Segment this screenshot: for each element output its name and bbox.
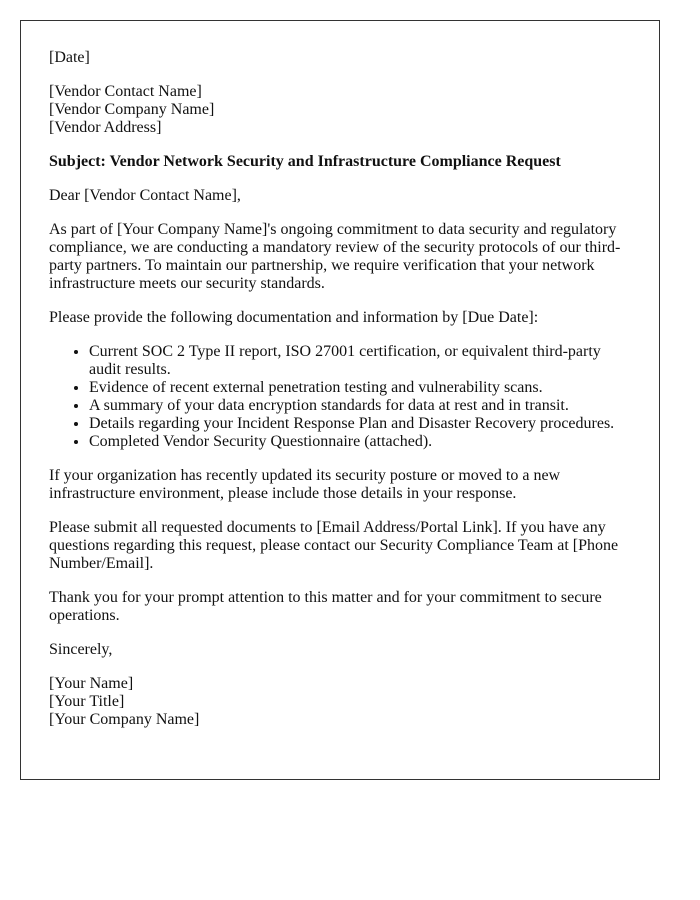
requirement-item: • A summary of your data encryption standards for data at rest and in transit. (89, 397, 631, 415)
requirement-item: • Details regarding your Incident Response Plan and Disaster Recovery procedures. (89, 415, 631, 433)
submission-paragraph: Please submit all requested documents to [Email Address/Portal Link]. If you have any questions regarding this request, please contact our Security Compliance Team at [Phone Number/Email]. (49, 519, 619, 572)
letter-document (20, 20, 660, 780)
intro-paragraph: As part of [Your Company Name]'s ongoing commitment to data security and regulatory compliance, we are conducting a mandatory review of the security protocols of our third-party partners. To maintain our partnership, we require verification that your network infrastructure meets our security standards. (49, 221, 621, 292)
signature-name: [Your Name] (49, 675, 134, 692)
closing: Sincerely, (49, 641, 113, 658)
recipient-company-name: [Vendor Company Name] (49, 101, 215, 118)
thanks-paragraph: Thank you for your prompt attention to this matter and for your commitment to secure operations. (49, 589, 602, 624)
subject-line: Subject: Vendor Network Security and Infrastructure Compliance Request (49, 153, 561, 170)
request-paragraph: Please provide the following documentation and information by [Due Date]: (49, 309, 539, 326)
signature-title: [Your Title] (49, 693, 125, 710)
signature-block (49, 675, 631, 729)
requirements-list (49, 343, 631, 451)
requirement-item: • Evidence of recent external penetration testing and vulnerability scans. (89, 379, 631, 397)
recipient-address: [Vendor Address] (49, 119, 162, 136)
requirement-item: • Current SOC 2 Type II report, ISO 27001 certification, or equivalent third-party audit results. (89, 343, 631, 379)
recipient-block (49, 83, 631, 137)
letter-date: [Date] (49, 49, 90, 66)
requirement-item: • Completed Vendor Security Questionnaire (attached). (89, 433, 631, 451)
recipient-contact-name: [Vendor Contact Name] (49, 83, 202, 100)
salutation: Dear [Vendor Contact Name], (49, 187, 241, 204)
updates-paragraph: If your organization has recently updated its security posture or moved to a new infrastructure environment, please include those details in your response. (49, 467, 561, 502)
signature-company: [Your Company Name] (49, 711, 200, 728)
